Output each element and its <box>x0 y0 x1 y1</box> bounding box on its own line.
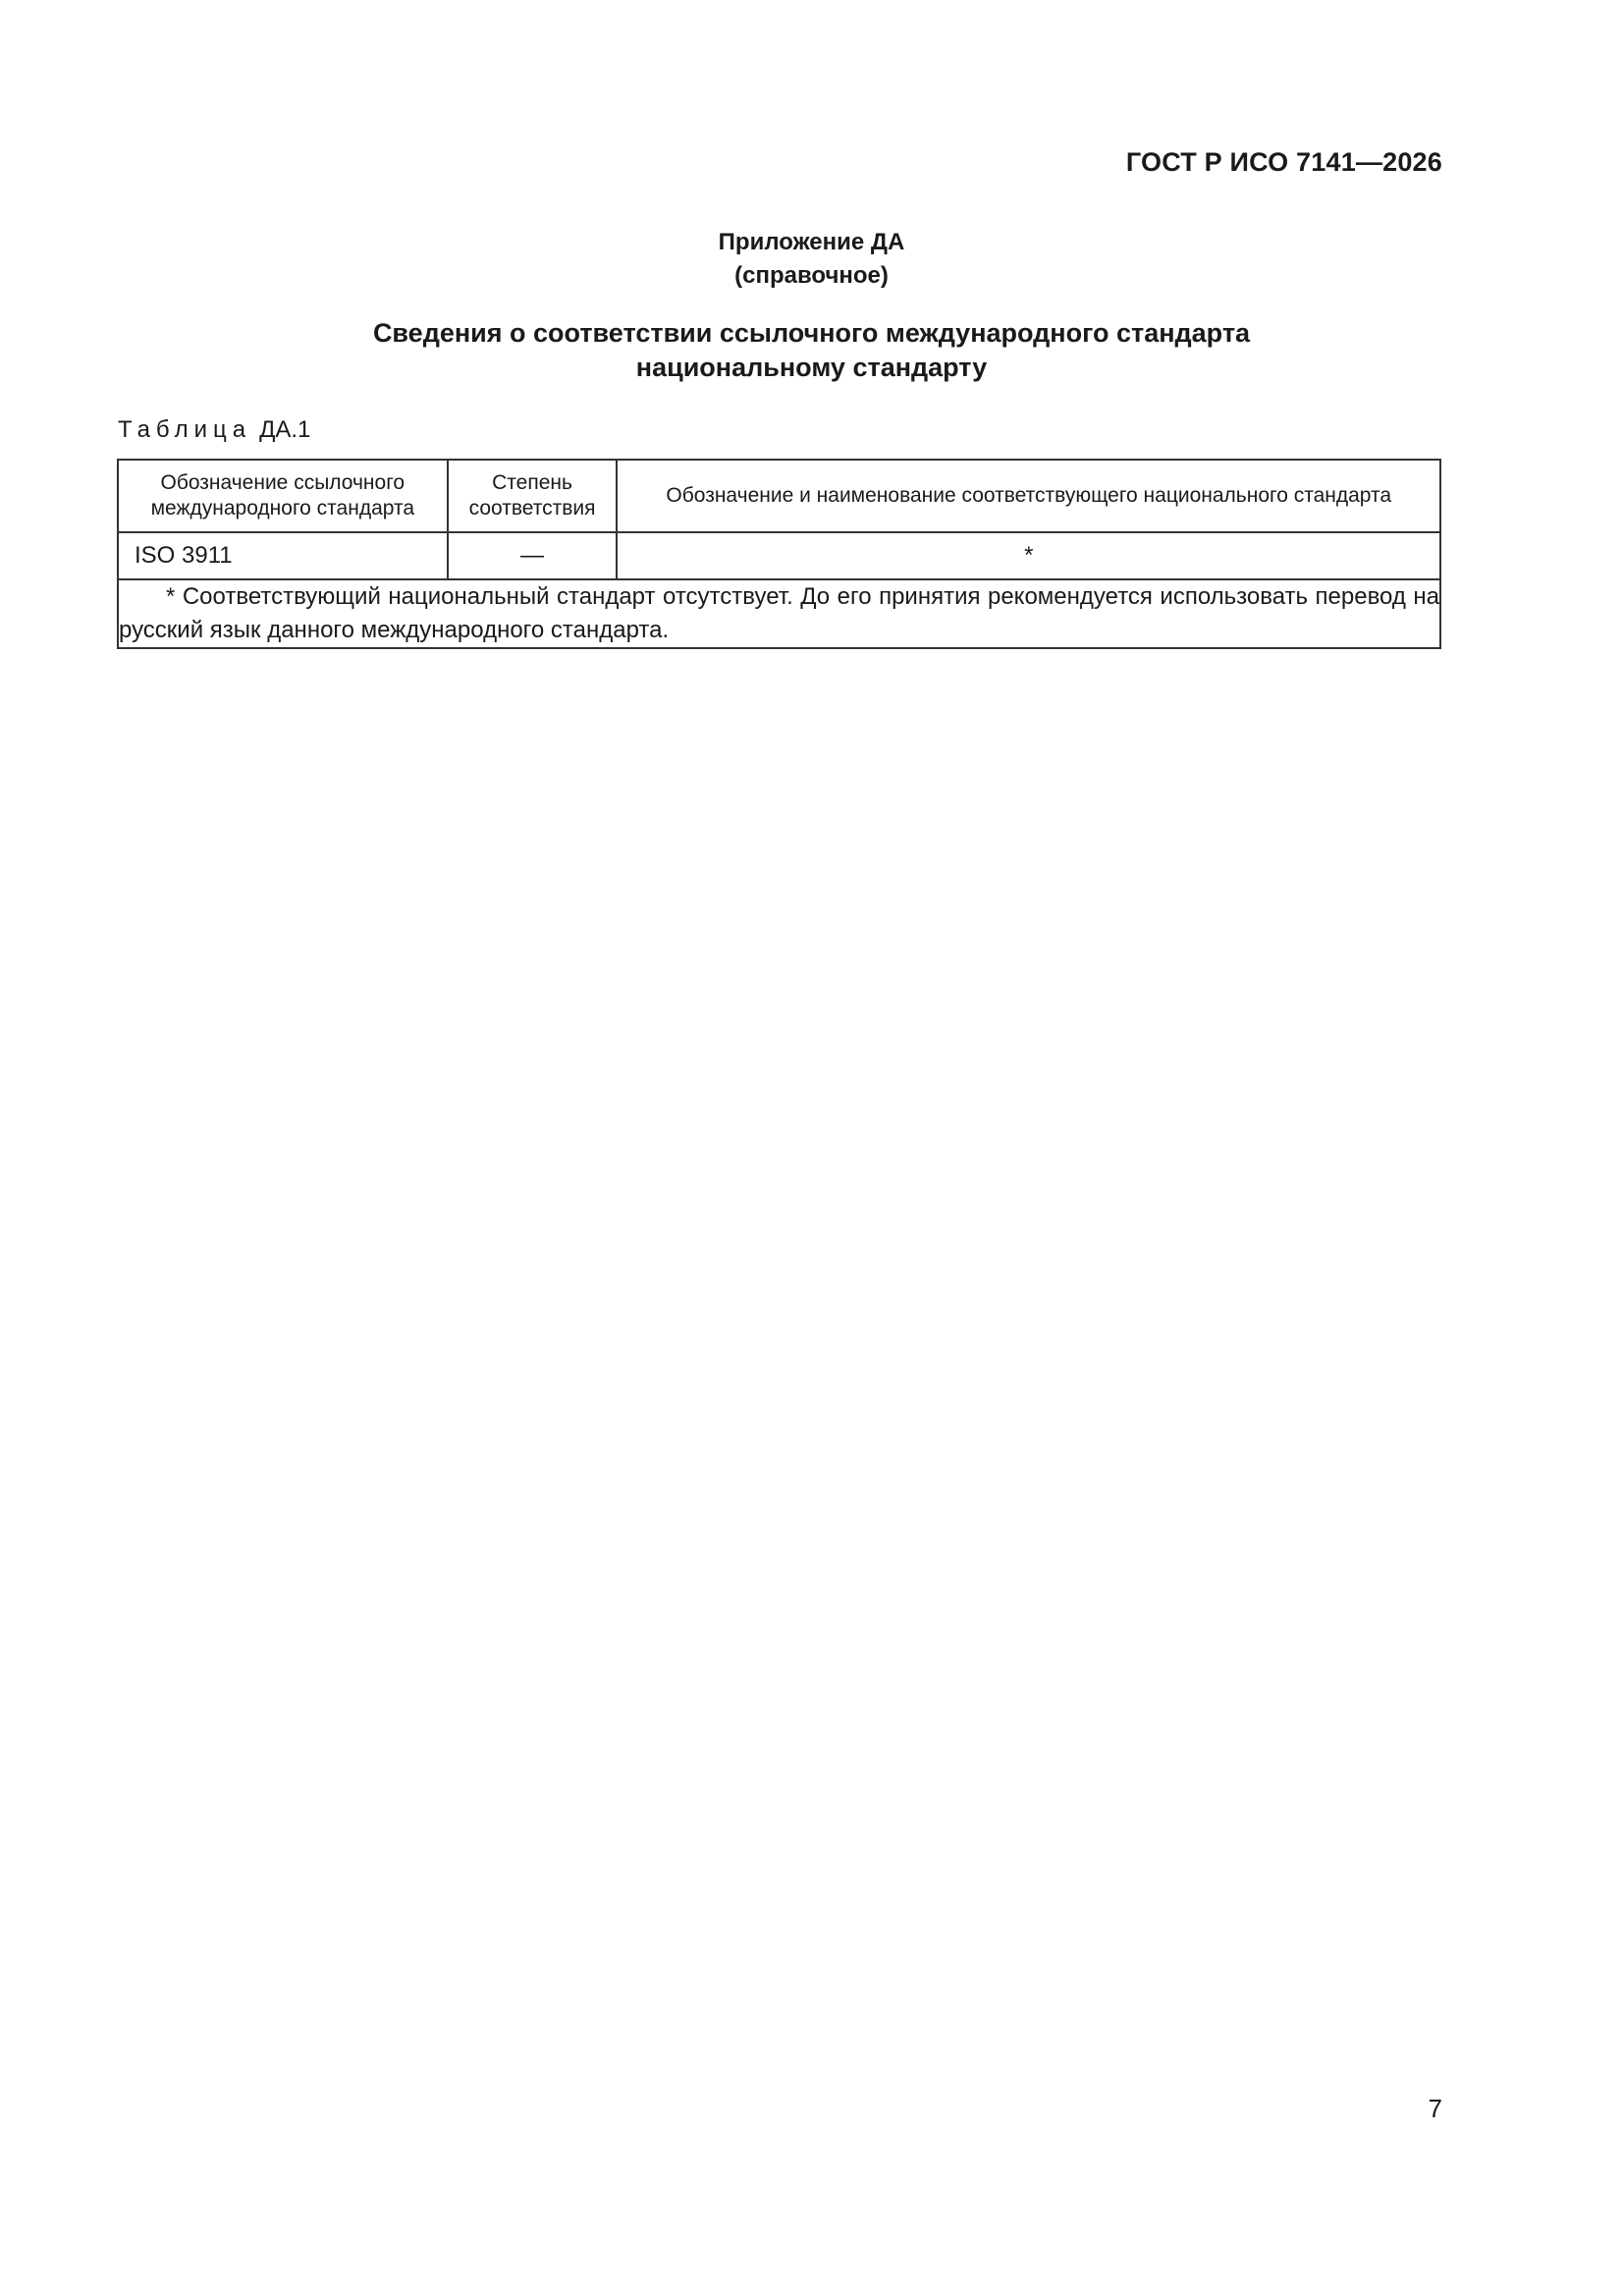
table-footnote-row <box>118 579 1440 648</box>
table-row <box>118 532 1440 579</box>
table-caption-word: Таблица <box>118 416 252 443</box>
cell-degree: — <box>448 532 618 579</box>
annex-title: Приложение ДА <box>718 229 905 255</box>
conformity-table <box>117 459 1441 649</box>
column-header-line: международного стандарта <box>150 497 415 519</box>
column-header-degree <box>448 460 618 532</box>
table-header-row <box>118 460 1440 532</box>
section-title <box>0 316 1623 385</box>
section-title-line1: Сведения о соответствии ссылочного международного стандарта <box>372 318 1251 348</box>
column-header-ref-standard <box>118 460 448 532</box>
column-header-line: Обозначение и наименование соответствующего национального стандарта <box>666 484 1392 507</box>
page-number: 7 <box>1428 2094 1442 2123</box>
cell-ref-standard: ISO 3911 <box>118 532 448 579</box>
section-title-line2: национальному стандарту <box>635 353 988 382</box>
cell-national-standard: * <box>617 532 1440 579</box>
table-caption <box>118 416 310 444</box>
table-caption-number: ДА.1 <box>259 416 311 443</box>
table-footnote-cell <box>118 579 1440 648</box>
column-header-line: соответствия <box>468 497 596 519</box>
table-footnote: * Соответствующий национальный стандарт отсутствует. До его принятия рекомендуется использовать перевод на русский язык данного международного стандарта. <box>119 583 1439 643</box>
column-header-line: Степень <box>492 471 572 494</box>
document-code: ГОСТ Р ИСО 7141—2026 <box>1125 147 1442 177</box>
annex-status: (справочное) <box>734 262 889 289</box>
annex-heading <box>0 226 1623 293</box>
column-header-national-standard <box>617 460 1440 532</box>
column-header-line: Обозначение ссылочного <box>160 471 406 494</box>
